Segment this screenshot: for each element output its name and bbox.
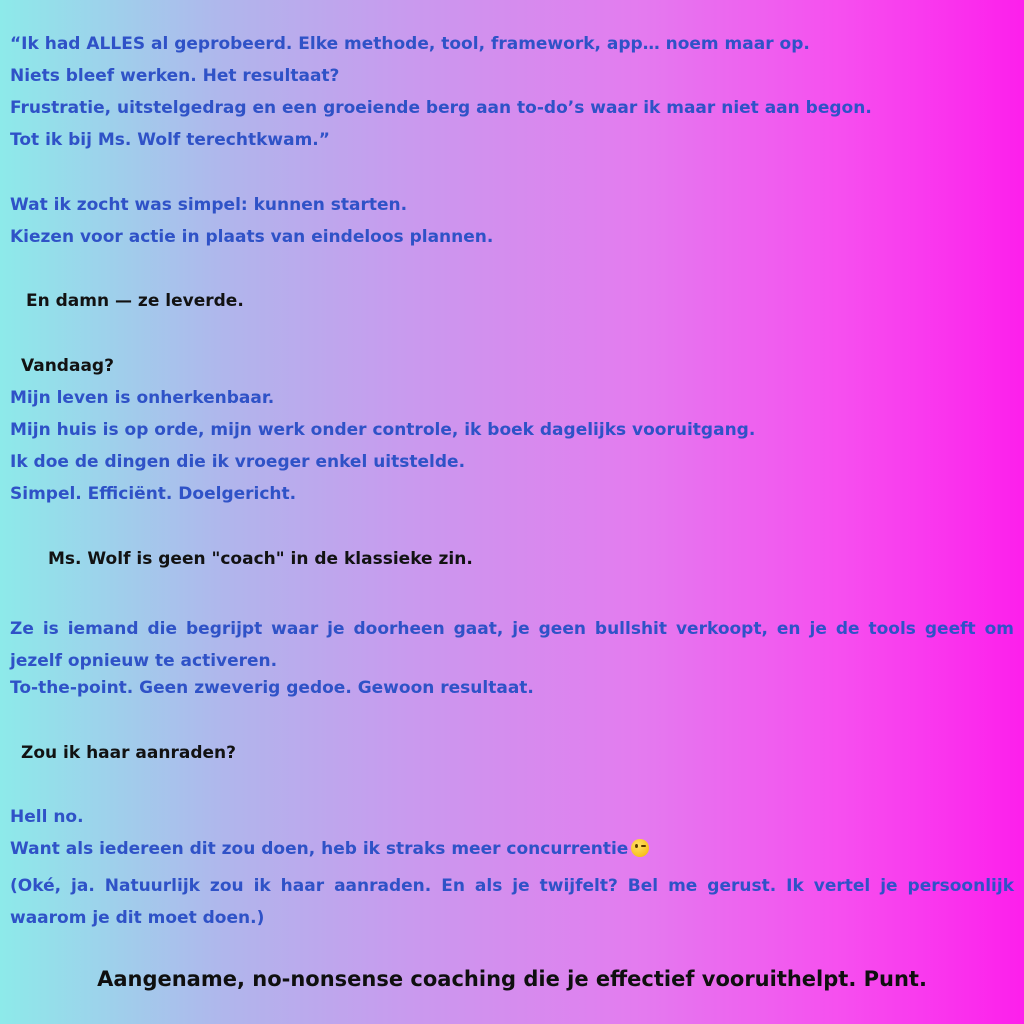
closing-tagline: Aangename, no-nonsense coaching die je effectief vooruithelpt. Punt. xyxy=(97,967,927,991)
heading-not-a-coach: Ms. Wolf is geen "coach" in de klassieke zin. xyxy=(48,549,473,569)
description-paragraph: Ze is iemand die begrijpt waar je doorheen gaat, je geen bullshit verkoopt, en je de tools geeft om jezelf opnieuw te activeren. xyxy=(10,619,1014,671)
today-line-2: Mijn huis is op orde, mijn werk onder controle, ik boek dagelijks vooruitgang. xyxy=(10,420,756,440)
today-line-1: Mijn leven is onherkenbaar. xyxy=(10,388,275,408)
answer-line-2-text: Want als iedereen dit zou doen, heb ik straks meer concurrentie xyxy=(10,839,629,859)
heading-recommend: Zou ik haar aanraden? xyxy=(21,743,236,763)
quote-line-4: Tot ik bij Ms. Wolf terechtkwam.” xyxy=(10,130,330,150)
answer-line-1: Hell no. xyxy=(10,807,84,827)
today-line-4: Simpel. Efficiënt. Doelgericht. xyxy=(10,484,297,504)
answer-paragraph: (Oké, ja. Natuurlijk zou ik haar aanraden. En als je twijfelt? Bel me gerust. Ik vertel je persoonlijk waarom je dit moet doen.) xyxy=(10,876,1014,928)
quote-line-1: “Ik had ALLES al geprobeerd. Elke methode, tool, framework, app… noem maar op. xyxy=(10,34,810,54)
today-line-3: Ik doe de dingen die ik vroeger enkel uitstelde. xyxy=(10,452,466,472)
description-line-2: To-the-point. Geen zweverig gedoe. Gewoon resultaat. xyxy=(10,678,534,698)
heading-delivered: En damn — ze leverde. xyxy=(26,291,244,311)
winking-face-icon xyxy=(631,839,649,857)
quote-line-2: Niets bleef werken. Het resultaat? xyxy=(10,66,340,86)
heading-today: Vandaag? xyxy=(21,356,114,376)
intro-line-2: Kiezen voor actie in plaats van eindeloos plannen. xyxy=(10,227,494,247)
quote-line-3: Frustratie, uitstelgedrag en een groeiende berg aan to-do’s waar ik maar niet aan begon. xyxy=(10,98,872,118)
answer-line-2 xyxy=(10,838,1014,860)
intro-line-1: Wat ik zocht was simpel: kunnen starten. xyxy=(10,195,408,215)
